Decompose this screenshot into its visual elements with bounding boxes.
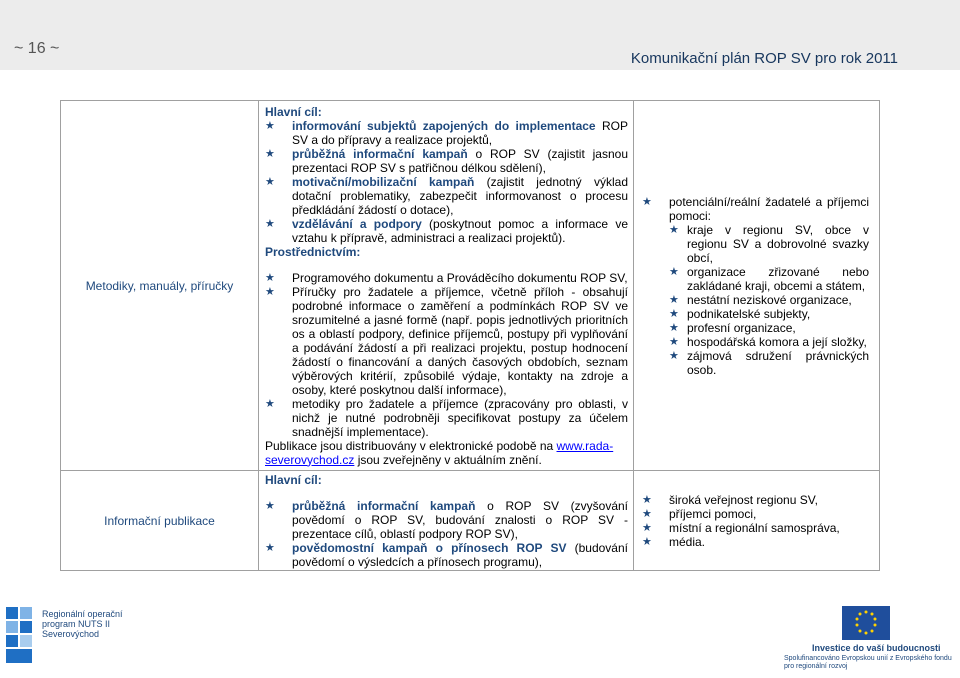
star-bullet-icon: ★	[642, 507, 652, 520]
means-text: metodiky pro žadatele a příjemce (zpracovány pro oblasti, v nichž je nutné podrobněji specifikovat postupy za účelem snadnější implementace).	[292, 396, 628, 439]
star-bullet-icon: ★	[265, 499, 275, 512]
goal-emphasis: informování subjektů zapojených do implementace	[292, 118, 596, 133]
list-item	[669, 321, 869, 335]
list-item	[642, 521, 869, 535]
audience-text: podnikatelské subjekty,	[687, 306, 811, 321]
star-bullet-icon: ★	[642, 521, 652, 534]
goal-text: (budování povědomí o výsledcích a přínosech programu),	[292, 540, 628, 569]
rop-logo-text: Regionální operační program NUTS II Severovýchod	[42, 609, 123, 639]
goal-text: o ROP SV (zajistit jasnou prezentaci ROP SV s patřičnou délkou sdělení),	[292, 146, 628, 175]
eu-logo	[778, 606, 954, 670]
means-text: Příručky pro žadatele a příjemce, včetně příloh - obsahují podrobné informace o zaměření a podmínkách ROP SV ve srozumitelné a jasné formě (např. popis jednotlivých prioritních os a oblastí podpory, definice příjemců, postupy při vyplňování a podávání žádostí a při realizaci projektu, postup hodnocení žádostí o financování a daných časových obdobích, seznam výběrových kritérií, způsobilé výdaje, kontakty na zdroje a osoby, které poskytnou další informace),	[292, 284, 628, 397]
star-bullet-icon: ★	[265, 397, 275, 410]
list-item	[669, 293, 869, 307]
category-label: Informační publikace	[104, 513, 215, 528]
star-bullet-icon: ★	[642, 493, 652, 506]
list-item	[669, 349, 869, 377]
star-bullet-icon: ★	[265, 147, 275, 160]
list-item	[642, 535, 869, 549]
list-item	[642, 493, 869, 507]
means-list	[265, 271, 628, 439]
audience-cell	[634, 101, 880, 471]
list-item	[265, 285, 628, 397]
star-bullet-icon: ★	[265, 175, 275, 188]
goal-emphasis: motivační/mobilizační kampaň	[292, 174, 475, 189]
audience-text: zájmová sdružení právnických osob.	[687, 348, 869, 377]
list-item	[669, 223, 869, 265]
goal-emphasis: průběžná informační kampaň	[292, 146, 468, 161]
audience-list	[642, 195, 869, 377]
list-item	[265, 217, 628, 245]
category-cell	[61, 471, 259, 571]
communication-plan-table	[60, 100, 880, 571]
goal-label: Hlavní cíl:	[265, 472, 322, 487]
star-bullet-icon: ★	[669, 265, 679, 278]
eu-flag-icon	[842, 606, 890, 640]
goal-text: o ROP SV (zvyšování povědomí o ROP SV, budování znalosti o ROP SV - prezentace cílů, oblastí podpory ROP SV),	[292, 498, 629, 541]
star-bullet-icon: ★	[642, 535, 652, 548]
star-bullet-icon: ★	[265, 541, 275, 554]
goal-label: Hlavní cíl:	[265, 104, 322, 119]
star-bullet-icon: ★	[265, 119, 275, 132]
rop-logo	[6, 607, 136, 667]
list-item	[265, 147, 628, 175]
eu-logo-slogan: Investice do vaší budoucnosti	[812, 643, 941, 653]
star-bullet-icon: ★	[669, 307, 679, 320]
goal-text: (zajistit jednotný výklad dotační problematiky, zabezpečit informovanost o procesu předkládání žádostí o dotace),	[292, 174, 628, 217]
website-link[interactable]: www.rada-severovychod.cz	[265, 438, 614, 467]
star-bullet-icon: ★	[265, 271, 275, 284]
means-label: Prostřednictvím:	[265, 244, 361, 259]
page-number: ~ 16 ~	[14, 40, 60, 57]
eu-logo-subtext: Spolufinancováno Evropskou unií z Evropského fondu pro regionální rozvoj	[784, 655, 952, 670]
audience-text: organizace zřizované nebo zakládané kraji, obcemi a státem,	[687, 264, 869, 293]
table-row	[61, 471, 880, 571]
audience-text: široká veřejnost regionu SV,	[669, 492, 818, 507]
publication-suffix: jsou zveřejněny v aktuálním znění.	[354, 452, 542, 467]
goals-cell	[259, 101, 634, 471]
list-item	[265, 397, 628, 439]
list-item	[265, 175, 628, 217]
category-label: Metodiky, manuály, příručky	[85, 278, 234, 293]
document-title: Komunikační plán ROP SV pro rok 2011	[630, 50, 898, 67]
goal-emphasis: průběžná informační kampaň	[292, 498, 476, 513]
table-row	[61, 101, 880, 471]
star-bullet-icon: ★	[669, 321, 679, 334]
audience-text: profesní organizace,	[687, 320, 796, 335]
rop-logo-mark-icon	[6, 607, 36, 667]
star-bullet-icon: ★	[669, 223, 679, 236]
star-bullet-icon: ★	[265, 285, 275, 298]
list-item	[642, 507, 869, 521]
list-item	[265, 541, 628, 569]
goal-list	[265, 499, 628, 569]
star-bullet-icon: ★	[642, 195, 652, 208]
page-header	[0, 0, 960, 70]
star-bullet-icon: ★	[669, 349, 679, 362]
audience-cell	[634, 471, 880, 571]
list-item	[669, 335, 869, 349]
goal-list	[265, 119, 628, 245]
star-bullet-icon: ★	[669, 335, 679, 348]
audience-sublist	[669, 223, 869, 377]
audience-text: kraje v regionu SV, obce v regionu SV a dobrovolné svazky obcí,	[687, 222, 869, 265]
audience-list	[642, 493, 869, 549]
audience-text: příjemci pomoci,	[669, 506, 757, 521]
means-text: Programového dokumentu a Prováděcího dokumentu ROP SV,	[292, 270, 628, 285]
audience-text: nestátní neziskové organizace,	[687, 292, 852, 307]
audience-intro: potenciální/reální žadatelé a příjemci pomoci:	[669, 194, 869, 223]
list-item	[642, 195, 869, 377]
list-item	[669, 265, 869, 293]
audience-text: hospodářská komora a její složky,	[687, 334, 867, 349]
audience-text: místní a regionální samospráva,	[669, 520, 840, 535]
list-item	[265, 119, 628, 147]
goal-emphasis: vzdělávání a podpory	[292, 216, 422, 231]
goal-emphasis: povědomostní kampaň o přínosech ROP SV	[292, 540, 567, 555]
publication-note	[265, 439, 628, 467]
goals-cell	[259, 471, 634, 571]
list-item	[669, 307, 869, 321]
goal-text: ROP SV a do přípravy a realizace projektů,	[292, 118, 628, 147]
publication-text: Publikace jsou distribuovány v elektronické podobě na	[265, 438, 557, 453]
category-cell	[61, 101, 259, 471]
star-bullet-icon: ★	[265, 217, 275, 230]
goal-text: (poskytnout pomoc a informace ve vztahu k přípravě, administraci a realizaci projektů).	[292, 216, 628, 245]
list-item	[265, 271, 628, 285]
star-bullet-icon: ★	[669, 293, 679, 306]
list-item	[265, 499, 628, 541]
audience-text: média.	[669, 534, 706, 549]
